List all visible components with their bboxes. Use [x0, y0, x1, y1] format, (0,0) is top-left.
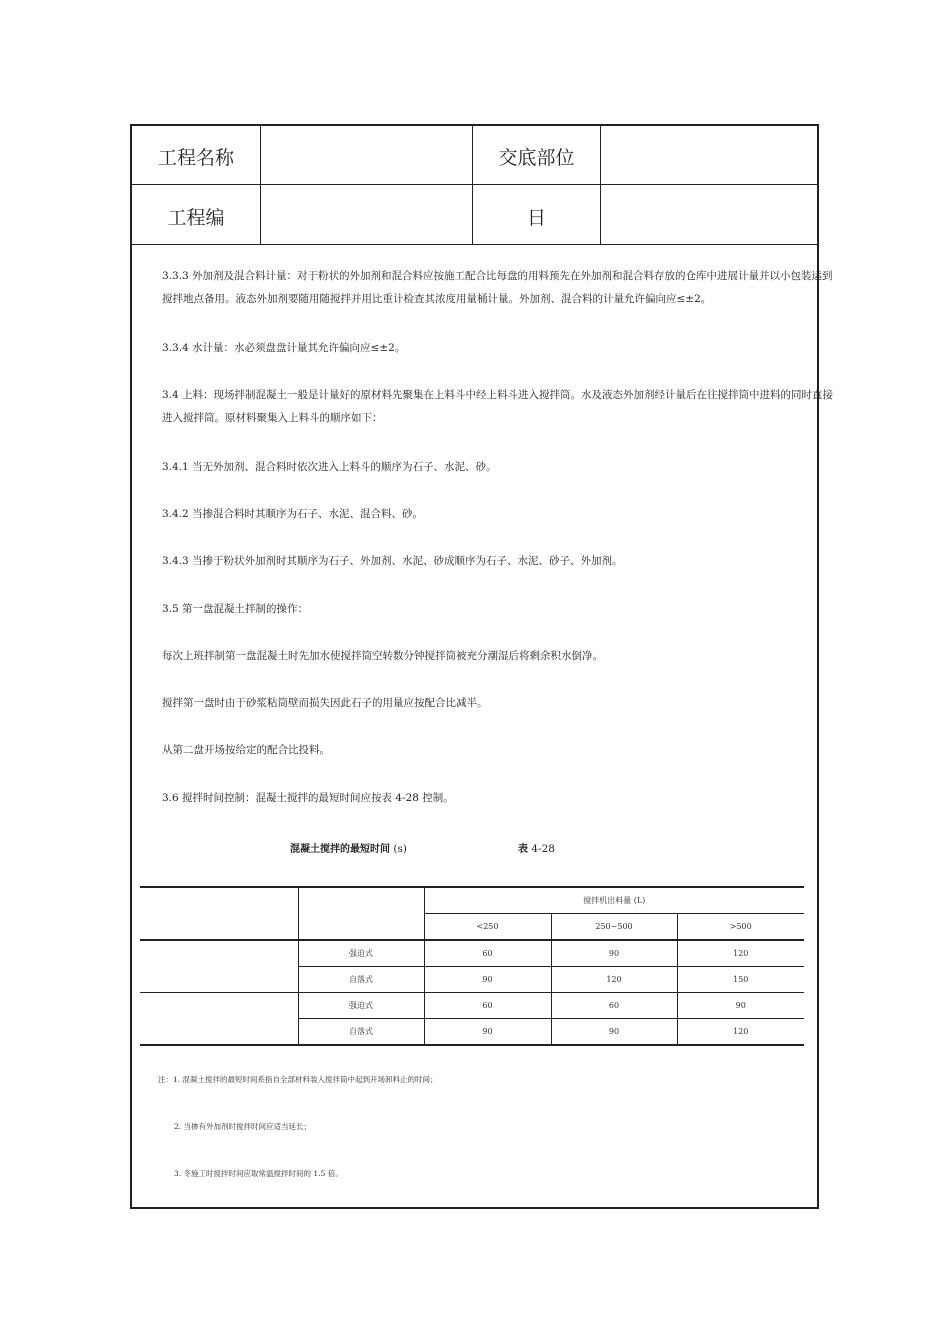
- table-group-cell-1: [140, 940, 298, 993]
- table-cell: 120: [677, 1019, 804, 1046]
- table-cell: 90: [424, 1019, 551, 1046]
- table-cell: 90: [551, 940, 677, 967]
- table-unit: (s): [393, 843, 407, 855]
- header-bottom-divider: [132, 244, 817, 245]
- mixer-type-cell: 强迫式: [298, 940, 424, 967]
- column-header: 250~500: [551, 914, 677, 941]
- project-code-label: 工程编: [167, 207, 225, 229]
- paragraph-3-3-3: 3.3.3 外加剂及混合料计量：对于粉状的外加剂和混合料应按施工配合比每盘的用料预先在外加剂和混合料存放的仓库中进展计量并以小包装运到搅拌地点备用。液态外加剂要随用随搅拌并用比重计检查其浓度用量桶计量。外加剂、混合料的计量允许偏向应≤±2。: [162, 270, 833, 305]
- table-cell: 60: [424, 940, 551, 967]
- mixer-type-cell: 自落式: [298, 967, 424, 993]
- table-note-2: 2. 当掺有外加剂时搅拌时间应适当延长；: [174, 1122, 312, 1131]
- table-number: 4-28: [531, 843, 555, 855]
- paragraph-3-6: 3.6 搅拌时间控制：混凝土搅拌的最短时间应按表 4-28 控制。: [162, 792, 454, 804]
- table-cell: 60: [551, 993, 677, 1019]
- header-col-divider-3: [600, 126, 601, 244]
- date-label: 日: [526, 207, 546, 229]
- header-col-divider-1: [260, 126, 261, 244]
- table-header-row: [140, 887, 804, 914]
- table-group-header: 搅拌机出料量 (L): [424, 887, 804, 914]
- table-header-blank-2: [298, 887, 424, 940]
- table-group-cell-2: [140, 993, 298, 1046]
- table-cell: 60: [424, 993, 551, 1019]
- paragraph-3-4-2: 3.4.2 当掺混合料时其顺序为石子、水泥、混合料、砂。: [162, 508, 424, 520]
- paragraph-3-5: 3.5 第一盘混凝土拌制的操作：: [162, 603, 309, 615]
- paragraph-first-batch: 每次上班拌制第一盘混凝土时先加水使搅拌筒空转数分钟搅拌筒被充分潮湿后将剩余积水倒净。: [162, 650, 603, 662]
- paragraph-stone-halving: 搅拌第一盘时由于砂浆粘筒壁而损失因此石子的用量应按配合比减半。: [162, 697, 488, 709]
- column-header: >500: [677, 914, 804, 941]
- table-cell: 120: [551, 967, 677, 993]
- table-caption-title: [290, 840, 407, 855]
- paragraph-3-3-4: 3.3.4 水计量：水必须盘盘计量其允许偏向应≤±2。: [162, 342, 406, 354]
- paragraph-3-4: 3.4 上料：现场拌制混凝土一般是计量好的原材料先聚集在上料斗中经上料斗进入搅拌筒。水及液态外加剂经计量后在往搅拌筒中进料的同时直接进入搅拌筒。原材料聚集入上料斗的顺序如下：: [162, 389, 834, 424]
- handover-part-label: 交底部位: [498, 147, 575, 169]
- table-cell: 90: [424, 967, 551, 993]
- mixer-type-cell: 自落式: [298, 1019, 424, 1046]
- handover-document-frame: [130, 124, 834, 1209]
- table-label: 表: [518, 844, 528, 855]
- mixer-type-cell: 强迫式: [298, 993, 424, 1019]
- paragraph-3-4-3: 3.4.3 当掺于粉状外加剂时其顺序为石子、外加剂、水泥、砂成顺序为石子、水泥、砂子、外加剂。: [162, 555, 623, 567]
- paragraph-3-4-1: 3.4.1 当无外加剂、混合料时依次进入上料斗的顺序为石子、水泥、砂。: [162, 461, 497, 473]
- header-row-divider: [132, 184, 817, 185]
- table-row: [140, 940, 804, 967]
- table-cell: 90: [551, 1019, 677, 1046]
- project-name-label: 工程名称: [157, 147, 234, 169]
- table-row: [140, 993, 804, 1019]
- header-grid: [132, 126, 817, 246]
- table-note-1: 注：1. 混凝土搅拌的最短时间系指自全部材料装入搅拌筒中起到开场卸料止的时间；: [158, 1075, 438, 1084]
- table-cell: 120: [677, 940, 804, 967]
- table-title: 混凝土搅拌的最短时间: [290, 844, 390, 855]
- table-cell: 90: [677, 993, 804, 1019]
- table-cell: 150: [677, 967, 804, 993]
- paragraph-second-batch: 从第二盘开场按给定的配合比投料。: [162, 744, 330, 756]
- table-caption-number: [518, 840, 555, 855]
- column-header: <250: [424, 914, 551, 941]
- mixing-time-table: [140, 886, 804, 1046]
- table-note-3: 3. 冬施工时搅拌时间应取常温搅拌时间的 1.5 倍。: [174, 1169, 343, 1178]
- table-header-blank-1: [140, 887, 298, 940]
